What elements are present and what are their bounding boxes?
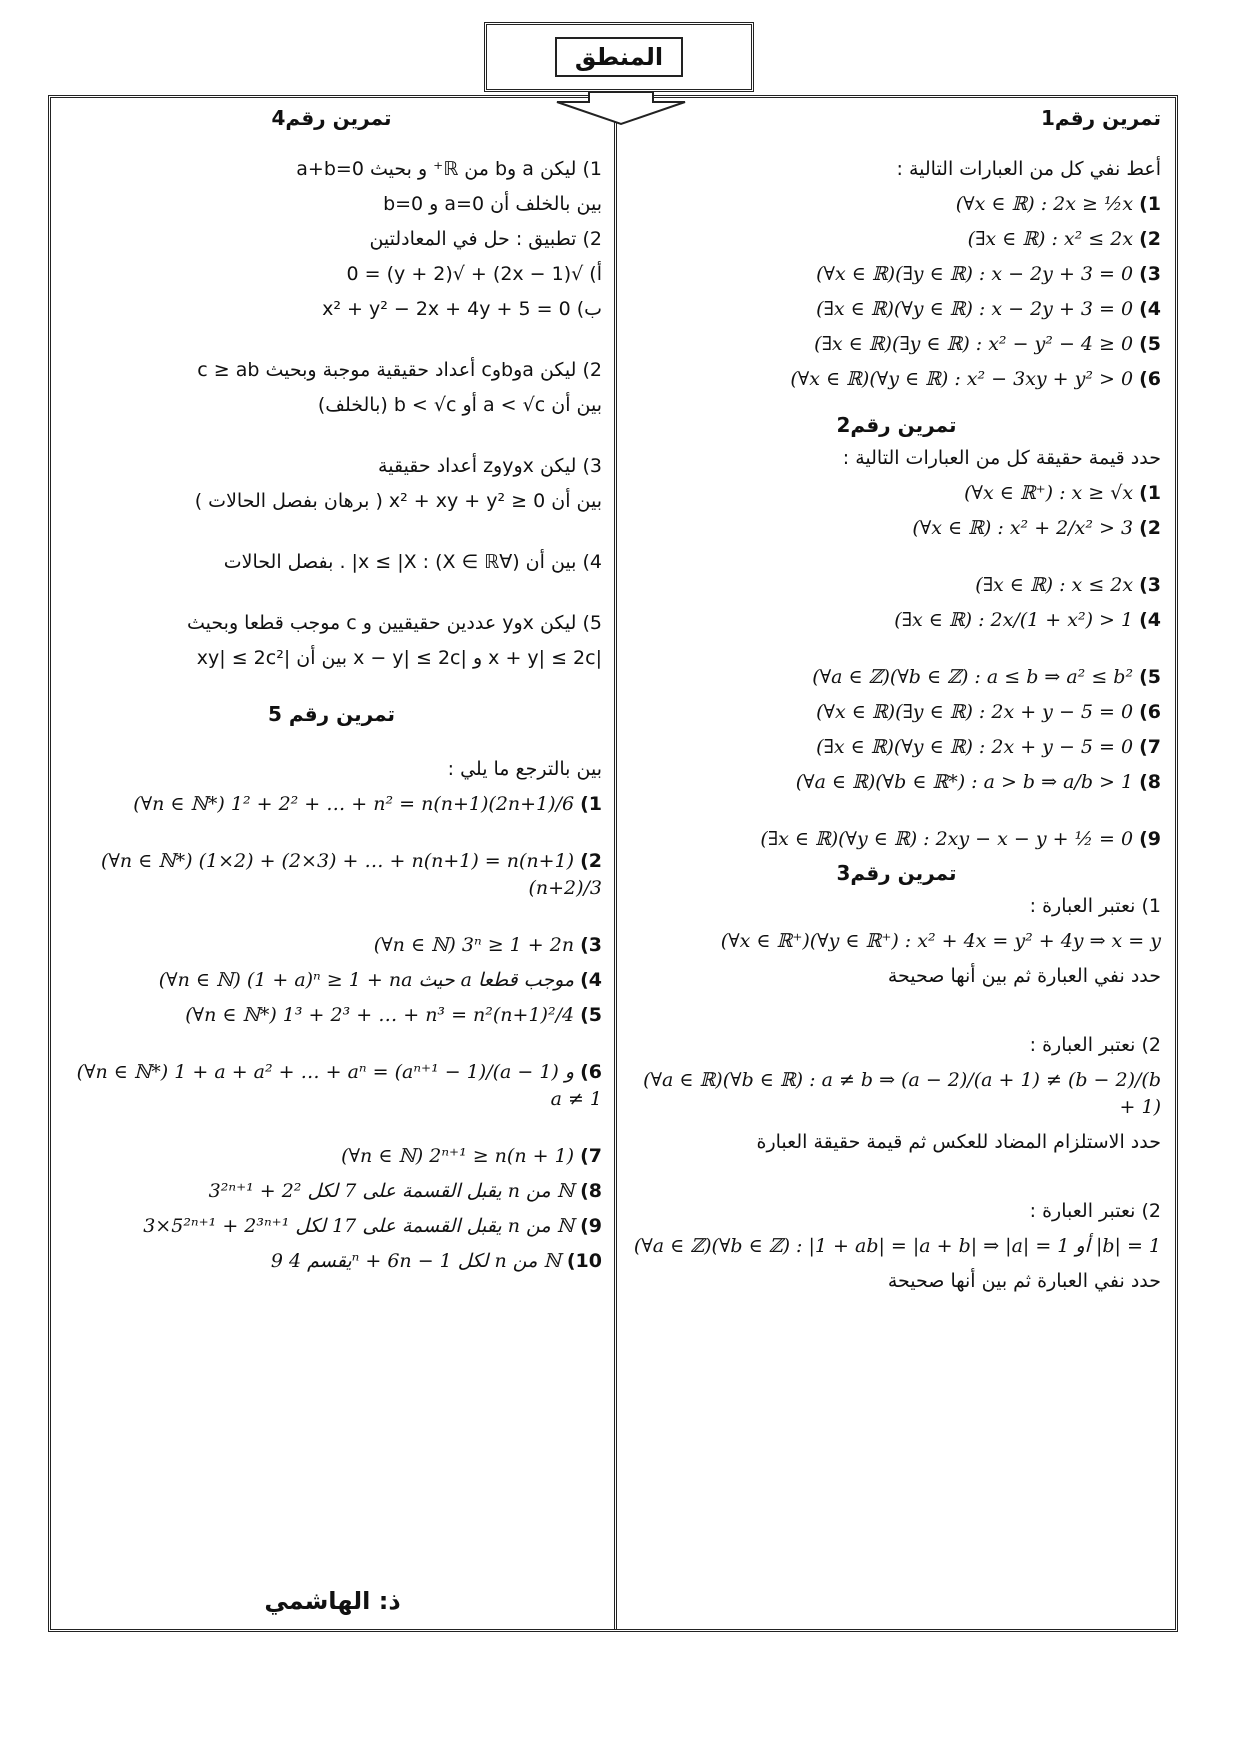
math-expression: (∀n ∈ ℕ*) 1³ + 2³ + … + n³ = n²(n+1)²/4: [185, 1004, 575, 1026]
exercise-item: [632, 296, 1161, 323]
exercise-4-lines: [61, 156, 602, 672]
item-number: 2): [1141, 1200, 1161, 1222]
exercise-3-part-2-label: [632, 1032, 1161, 1059]
math-expression: (∃x ∈ ℝ) : x² ≤ 2x: [967, 228, 1134, 250]
exercise-1-title: تمرين رقم1: [1040, 106, 1161, 130]
item-number: 4): [1139, 609, 1161, 631]
exercise-item: [632, 226, 1161, 253]
exercise-4-line: بين بالخلف أن a=0 و b=0: [383, 193, 602, 215]
math-expression: (∀x ∈ ℝ⁺)(∀y ∈ ℝ⁺) : x² + 4x = y² + 4y ⇒ x = y: [720, 930, 1161, 952]
exercise-3-part-1-label: [632, 893, 1161, 920]
exercise-3-part-1-expr: [632, 928, 1161, 955]
item-number: 4): [580, 969, 602, 991]
item-number: 5): [1139, 666, 1161, 688]
exercise-item: [632, 607, 1161, 634]
exercise-item: [632, 261, 1161, 288]
item-number: 8): [1139, 771, 1161, 793]
item-number: 10): [566, 1250, 602, 1272]
exercise-4-line: بين أن a < √c أو b < √c (بالخلف): [317, 394, 602, 416]
math-expression: (∃x ∈ ℝ)(∀y ∈ ℝ) : x − 2y + 3 = 0: [816, 298, 1134, 320]
exercise-item: [632, 366, 1161, 393]
exercise-item: [61, 1213, 602, 1240]
math-expression: (∀n ∈ ℕ) 3ⁿ ≥ 1 + 2n: [373, 934, 575, 956]
exercise-item: [632, 734, 1161, 761]
item-number: 3): [1139, 574, 1161, 596]
math-expression: (∃x ∈ ℝ) : 2x/(1 + x²) > 1: [894, 609, 1134, 631]
exercise-5-items: [61, 791, 602, 1275]
exercise-4-line: 2) ليكن aوbوc أعداد حقيقية موجبة وبحيث c ≥ ab: [197, 359, 602, 381]
title-box: [484, 22, 754, 92]
item-number: 6): [580, 1061, 602, 1083]
math-expression: (∃x ∈ ℝ)(∀y ∈ ℝ) : 2x + y − 5 = 0: [816, 736, 1134, 758]
math-expression: (∀a ∈ ℤ)(∀b ∈ ℤ) : |1 + ab| = |a + b| ⇒ |a| = 1 أو |b| = 1: [633, 1235, 1161, 1257]
math-expression: (∀n ∈ ℕ*) 1 + a + a² + … + aⁿ = (aⁿ⁺¹ − 1)/(a − 1) و a ≠ 1: [76, 1061, 602, 1110]
exercise-4-line: 1) ليكن a وb من ℝ⁺ و بحيث a+b=0: [296, 158, 602, 180]
down-arrow-icon: [553, 92, 689, 126]
math-expression: (∀x ∈ ℝ) : x² + 2/x² > 3: [912, 517, 1134, 539]
exercise-item: [61, 932, 602, 959]
exercise-5-title: تمرين رقم 5: [267, 702, 395, 726]
exercise-2-intro: حدد قيمة حقيقة كل من العبارات التالية :: [842, 447, 1161, 469]
item-number: 1): [580, 793, 602, 815]
item-number: 9): [580, 1215, 602, 1237]
math-expression: (∀a ∈ ℝ)(∀b ∈ ℝ) : a ≠ b ⇒ (a − 2)/(a + 1) ≠ (b − 2)/(b + 1): [643, 1069, 1161, 1118]
item-number: 3): [1139, 263, 1161, 285]
math-expression: (∀n ∈ ℕ*) (1×2) + (2×3) + … + n(n+1) = n(n+1)(n+2)/3: [101, 850, 602, 899]
math-expression: (∀a ∈ ℝ)(∀b ∈ ℝ*) : a > b ⇒ a/b > 1: [795, 771, 1134, 793]
exercise-4-line: 2) تطبيق : حل في المعادلتين: [369, 228, 602, 250]
left-column: [51, 98, 617, 1629]
math-expression: (∀x ∈ ℝ)(∃y ∈ ℝ) : x − 2y + 3 = 0: [816, 263, 1134, 285]
exercise-2-items: [632, 480, 1161, 853]
exercise-4-line: أ) √(2x − 1) + √(y + 2) = 0: [346, 263, 602, 285]
exercise-item: [61, 791, 602, 818]
math-expression: (∀x ∈ ℝ)(∀y ∈ ℝ) : x² − 3xy + y² > 0: [790, 368, 1134, 390]
item-number: 2): [580, 850, 602, 872]
exercise-4-line: 4) بين أن (∀X ∈ ℝ) : x ≤ |X| . بفصل الحالات: [223, 551, 602, 573]
exercise-4-line: ب) x² + y² − 2x + 4y + 5 = 0: [322, 298, 602, 320]
label-text: نعتبر العبارة :: [1029, 1200, 1136, 1222]
exercise-item: [61, 967, 602, 994]
item-number: 8): [580, 1180, 602, 1202]
exercise-item: [61, 1178, 602, 1205]
right-column: [620, 98, 1175, 1629]
exercise-item: [632, 331, 1161, 358]
item-number: 6): [1139, 701, 1161, 723]
item-number: 5): [1139, 333, 1161, 355]
page-title: المنطق: [555, 37, 683, 77]
math-expression: (∃x ∈ ℝ) : x ≤ 2x: [975, 574, 1134, 596]
item-number: 3): [580, 934, 602, 956]
item-number: 6): [1139, 368, 1161, 390]
label-text: نعتبر العبارة :: [1029, 895, 1136, 917]
math-expression: (∃x ∈ ℝ)(∀y ∈ ℝ) : 2xy − x − y + ½ = 0: [760, 828, 1134, 850]
exercise-item: [632, 515, 1161, 542]
exercise-3-part-3-task: حدد نفي العبارة ثم بين أنها صحيحة: [887, 1270, 1161, 1292]
item-number: 2): [1141, 1034, 1161, 1056]
exercise-3-part-2-expr: [632, 1067, 1161, 1121]
exercise-item: [61, 1248, 602, 1275]
exercise-4-line: 5) ليكن xوy عددين حقيقيين و c موجب قطعا وبحيث: [187, 612, 602, 634]
math-expression: (∀n ∈ ℕ*) 1² + 2² + … + n² = n(n+1)(2n+1)/6: [133, 793, 575, 815]
exercise-item: [61, 1059, 602, 1113]
exercise-item: [632, 191, 1161, 218]
teacher-signature: ذ: الهاشمي: [264, 1587, 401, 1615]
exercise-item: [632, 480, 1161, 507]
exercise-item: [61, 848, 602, 902]
label-text: نعتبر العبارة :: [1029, 1034, 1136, 1056]
math-expression: (∀n ∈ ℕ) 2ⁿ⁺¹ ≥ n(n + 1): [341, 1145, 575, 1167]
math-expression: 3²ⁿ⁺¹ + 2² يقبل القسمة على 7 لكل n من ℕ: [208, 1180, 575, 1202]
math-expression: 9 يقسم 4ⁿ + 6n − 1 لكل n من ℕ: [270, 1250, 561, 1272]
item-number: 1): [1139, 193, 1161, 215]
item-number: 1): [1139, 482, 1161, 504]
exercise-1-intro: أعط نفي كل من العبارات التالية :: [896, 158, 1161, 180]
exercise-item: [61, 1143, 602, 1170]
exercise-4-line: بين أن x² + xy + y² ≥ 0 ( برهان بفصل الحالات ): [194, 490, 602, 512]
exercise-1-items: [632, 191, 1161, 393]
exercise-item: [61, 1002, 602, 1029]
math-expression: (∀x ∈ ℝ⁺) : x ≥ √x: [964, 482, 1134, 504]
exercise-item: [632, 699, 1161, 726]
math-expression: (∃x ∈ ℝ)(∃y ∈ ℝ) : x² − y² − 4 ≥ 0: [814, 333, 1134, 355]
math-expression: (∀a ∈ ℤ)(∀b ∈ ℤ) : a ≤ b ⇒ a² ≤ b²: [812, 666, 1134, 688]
exercise-3-part-3-label: [632, 1198, 1161, 1225]
exercise-item: [632, 769, 1161, 796]
exercise-3-part-2-task: حدد الاستلزام المضاد للعكس ثم قيمة حقيقة العبارة: [756, 1131, 1161, 1153]
exercise-item: [632, 572, 1161, 599]
exercise-4-line: |x + y| ≤ 2c و |x − y| ≤ 2c بين أن |xy| ≤ 2c²: [196, 647, 602, 669]
item-number: 7): [1139, 736, 1161, 758]
item-number: 2): [1139, 517, 1161, 539]
item-number: 7): [580, 1145, 602, 1167]
exercise-item: [632, 826, 1161, 853]
item-number: 5): [580, 1004, 602, 1026]
exercise-item: [632, 664, 1161, 691]
item-number: 1): [1141, 895, 1161, 917]
exercise-5-intro: بين بالترجع ما يلي :: [447, 758, 602, 780]
exercise-2-title: تمرين رقم2: [836, 413, 957, 437]
exercise-3-part-3-expr: [632, 1233, 1161, 1260]
worksheet-frame: [48, 95, 1178, 1632]
math-expression: (∀n ∈ ℕ) (1 + a)ⁿ ≥ 1 + na حيث a موجب قطعا: [158, 969, 575, 991]
item-number: 4): [1139, 298, 1161, 320]
exercise-3-part-1-task: حدد نفي العبارة ثم بين أنها صحيحة: [887, 965, 1161, 987]
exercise-3-title: تمرين رقم3: [836, 861, 957, 885]
math-expression: (∀x ∈ ℝ)(∃y ∈ ℝ) : 2x + y − 5 = 0: [816, 701, 1134, 723]
math-expression: (∀x ∈ ℝ) : 2x ≥ ½x: [955, 193, 1134, 215]
item-number: 2): [1139, 228, 1161, 250]
exercise-4-title: تمرين رقم4: [271, 106, 392, 130]
math-expression: 3×5²ⁿ⁺¹ + 2³ⁿ⁺¹ يقبل القسمة على 17 لكل n من ℕ: [143, 1215, 575, 1237]
exercise-4-line: 3) ليكن xوyوz أعداد حقيقية: [378, 455, 602, 477]
item-number: 9): [1139, 828, 1161, 850]
